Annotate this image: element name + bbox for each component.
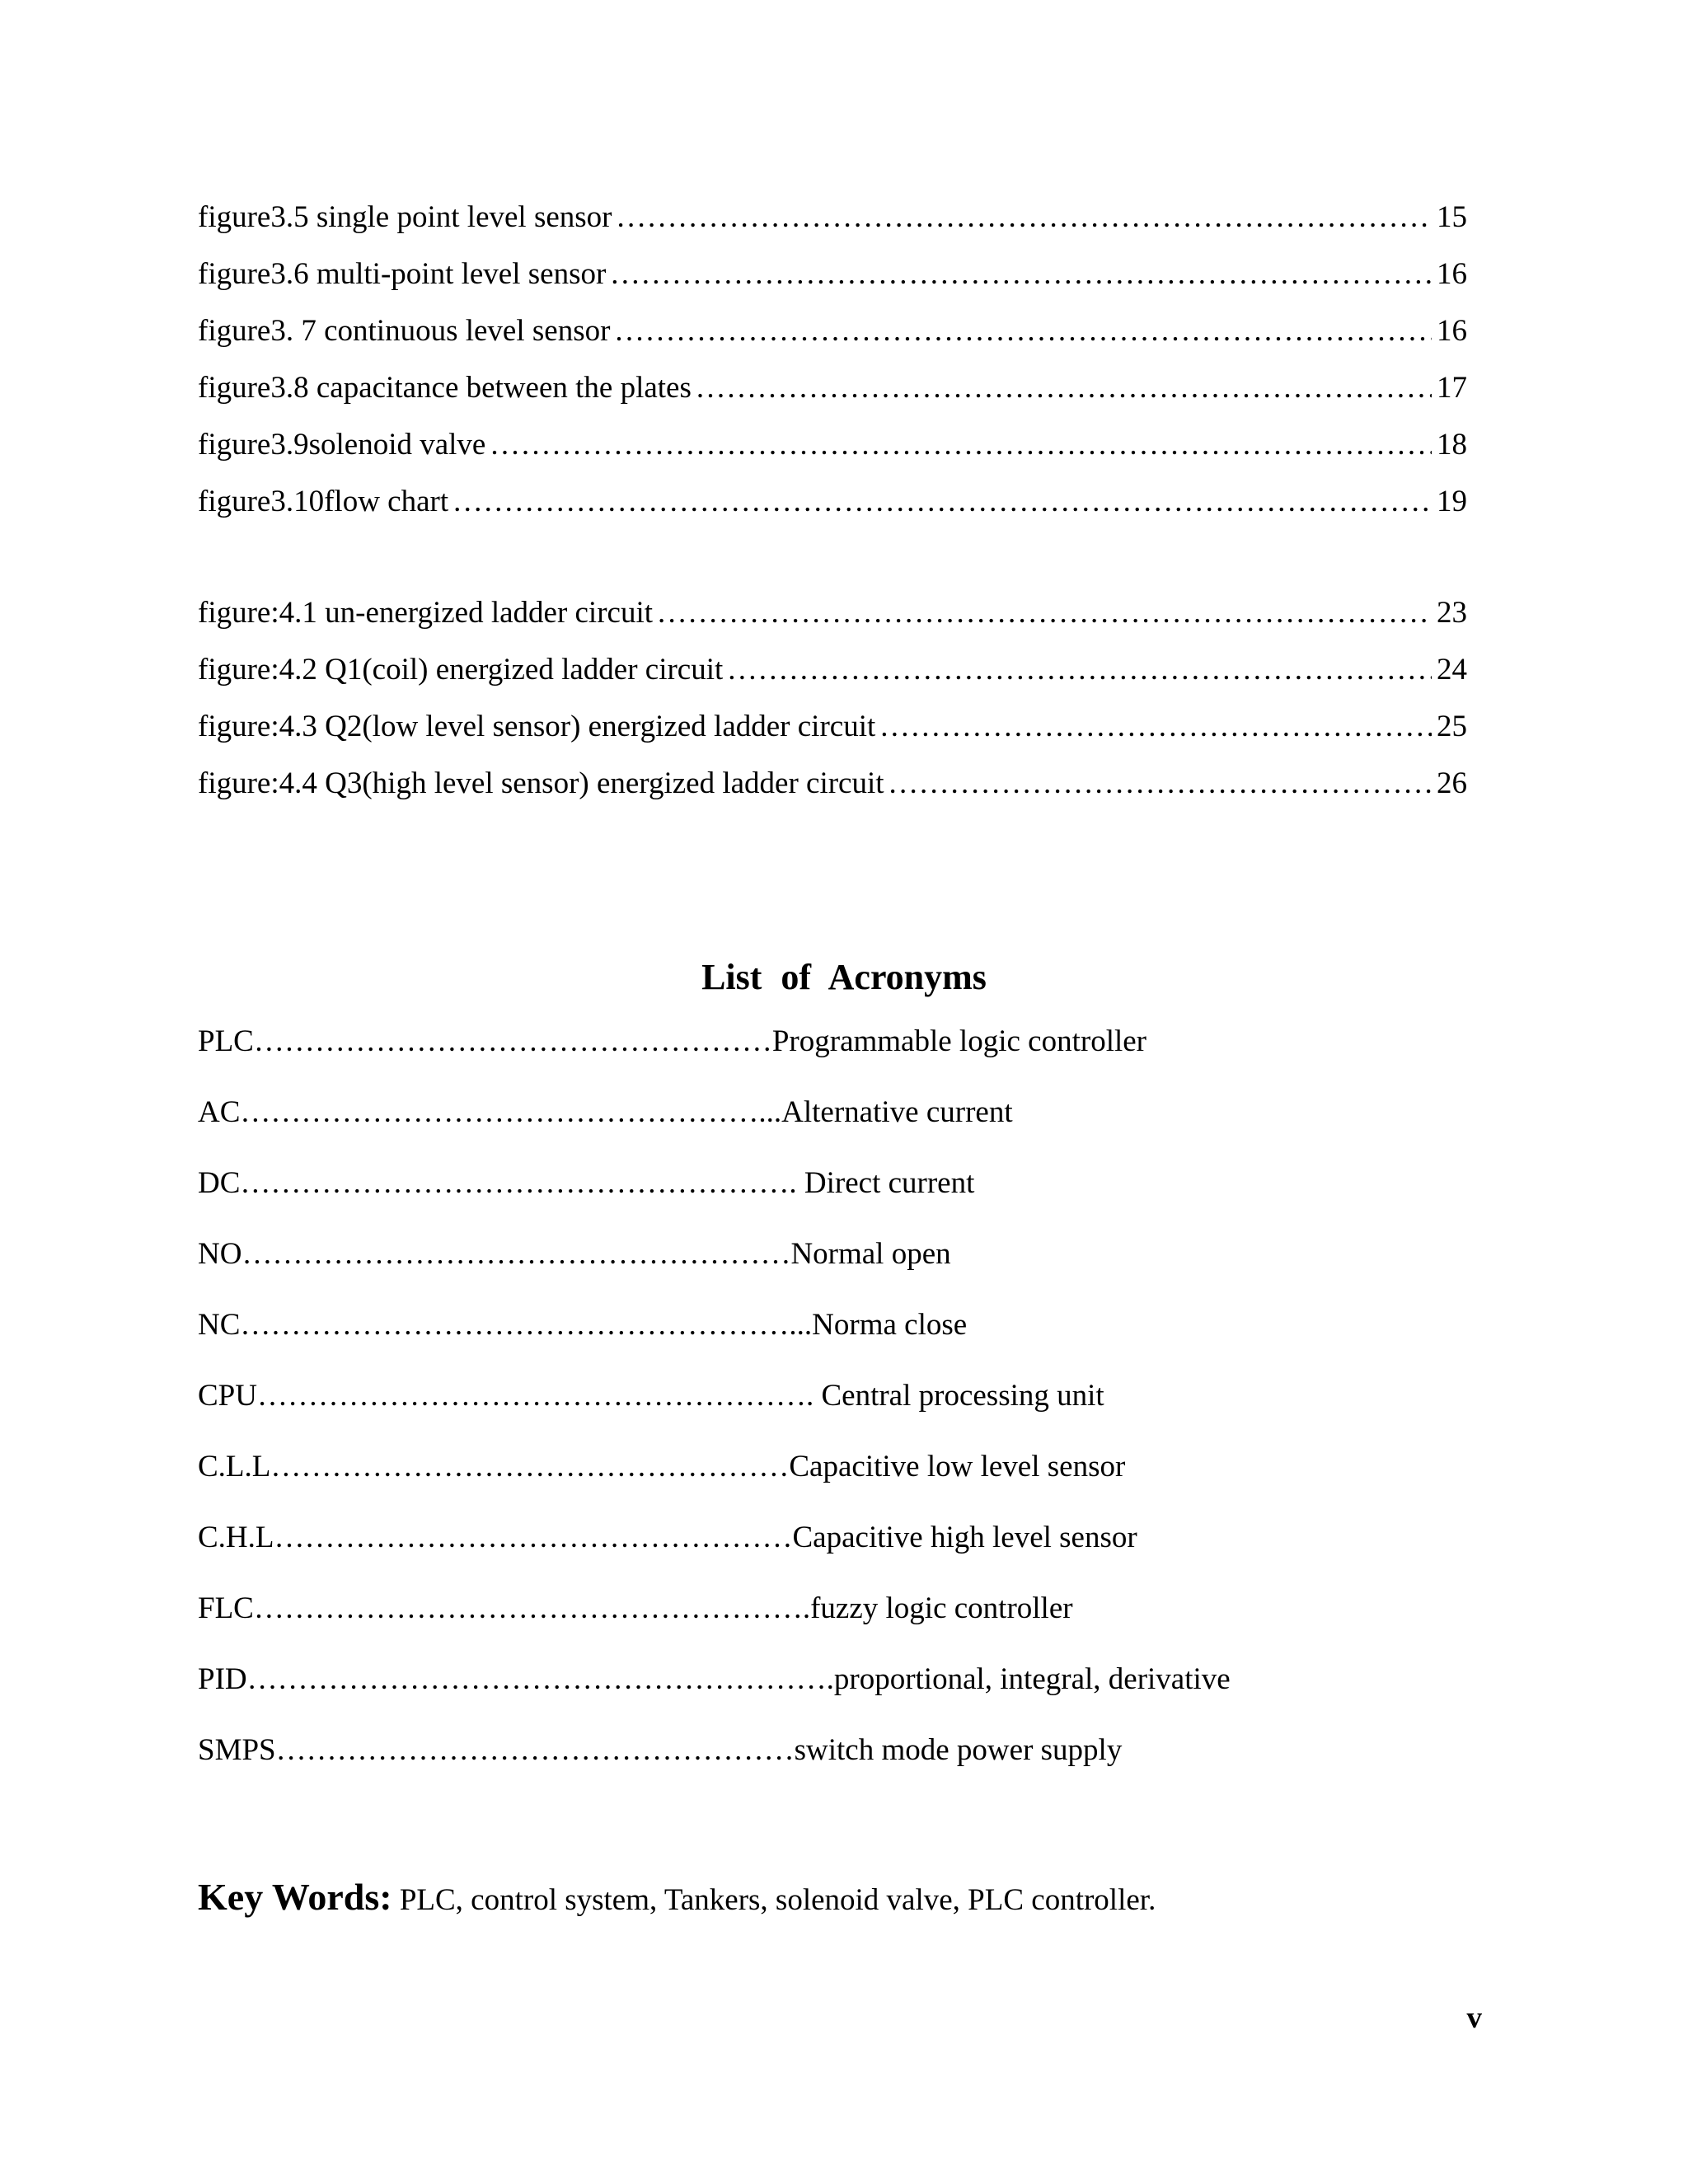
toc-entry-title: figure:4.2 Q1(coil) energized ladder circuit — [198, 653, 724, 687]
toc-entry-title: figure:4.4 Q3(high level sensor) energized ladder circuit — [198, 766, 884, 800]
toc-entry-page: 18 — [1437, 428, 1467, 462]
toc-entry-title: figure3.10flow chart — [198, 485, 449, 518]
keywords-line — [198, 1871, 1517, 1927]
dot-leader — [728, 647, 1432, 693]
figure-list-chapter-4 — [198, 590, 1467, 818]
toc-entry — [198, 704, 1467, 761]
acronym-entry: CPU………………………………………………. Central processing unit — [198, 1379, 1104, 1413]
toc-entry-page: 23 — [1437, 596, 1467, 630]
toc-entry-title: figure:4.3 Q2(low level sensor) energized ladder circuit — [198, 710, 876, 743]
toc-entry — [198, 194, 1467, 251]
toc-entry — [198, 365, 1467, 422]
toc-entry — [198, 479, 1467, 536]
toc-entry-page: 26 — [1437, 766, 1467, 800]
acronym-entry: C.L.L……………………………………………Capacitive low level sensor — [198, 1450, 1126, 1483]
dot-leader — [611, 251, 1432, 298]
page-number: v — [1466, 2001, 1482, 2035]
toc-entry-title: figure3.8 capacitance between the plates — [198, 371, 692, 405]
dot-leader — [889, 761, 1432, 807]
dot-leader — [696, 365, 1432, 411]
acronym-entry: PLC……………………………………………Programmable logic controller — [198, 1024, 1146, 1058]
dot-leader — [617, 194, 1432, 241]
toc-entry-page: 24 — [1437, 653, 1467, 687]
toc-entry — [198, 422, 1467, 479]
acronym-entry: NC………………………………………………...Norma close — [198, 1308, 968, 1342]
dot-leader — [490, 422, 1432, 468]
toc-entry-title: figure:4.1 un-energized ladder circuit — [198, 596, 654, 630]
toc-entry-title: figure3. 7 continuous level sensor — [198, 314, 611, 348]
toc-entry-title: figure3.6 multi-point level sensor — [198, 257, 607, 291]
keywords-text: PLC, control system, Tankers, solenoid valve, PLC controller. — [392, 1883, 1156, 1917]
dot-leader — [658, 590, 1432, 636]
toc-entry-page: 16 — [1437, 257, 1467, 291]
toc-entry-page: 17 — [1437, 371, 1467, 405]
acronym-entry: PID………………………………………………….proportional, integral, derivative — [198, 1662, 1231, 1696]
toc-entry-page: 15 — [1437, 200, 1467, 234]
dot-leader — [453, 479, 1432, 525]
acronym-entry: DC………………………………………………. Direct current — [198, 1166, 975, 1200]
keywords-label: Key Words: — [198, 1876, 392, 1918]
dot-leader — [880, 704, 1432, 750]
toc-entry — [198, 251, 1467, 308]
acronym-entry: C.H.L……………………………………………Capacitive high level sensor — [198, 1521, 1137, 1554]
toc-entry — [198, 590, 1467, 647]
toc-entry-page: 19 — [1437, 485, 1467, 518]
acronym-entry: FLC……………………………………………….fuzzy logic controller — [198, 1591, 1073, 1625]
acronym-entry: NO………………………………………………Normal open — [198, 1237, 951, 1271]
toc-entry-title: figure3.9solenoid valve — [198, 428, 486, 462]
toc-entry — [198, 761, 1467, 818]
toc-entry-page: 25 — [1437, 710, 1467, 743]
acronym-entry: AC……………………………………………...Alternative current — [198, 1095, 1013, 1129]
acronym-entry: SMPS……………………………………………switch mode power supply — [198, 1733, 1123, 1767]
acronym-list — [198, 1019, 1517, 1798]
toc-entry — [198, 308, 1467, 365]
toc-entry-title: figure3.5 single point level sensor — [198, 200, 612, 234]
dot-leader — [615, 308, 1432, 354]
acronyms-heading: List of Acronyms — [701, 957, 987, 997]
toc-entry — [198, 647, 1467, 704]
toc-entry-page: 16 — [1437, 314, 1467, 348]
figure-list-chapter-3 — [198, 194, 1467, 536]
